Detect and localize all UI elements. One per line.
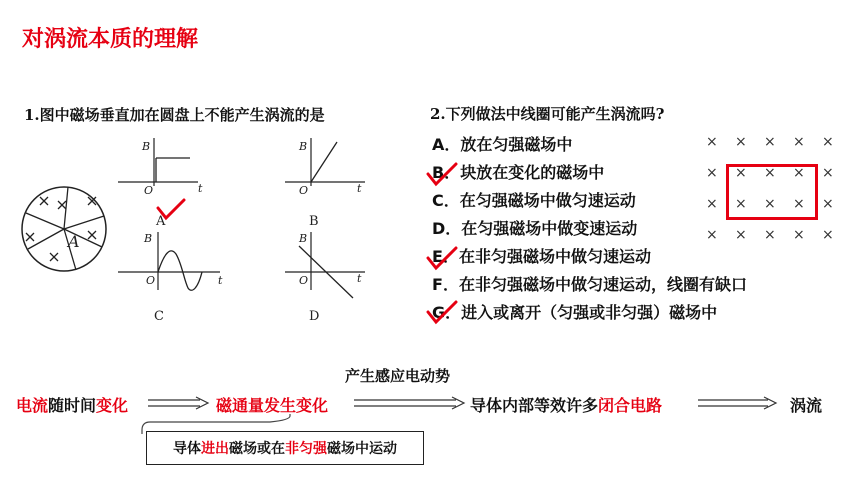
arrow-icon: [354, 396, 466, 410]
graph-a: [118, 138, 208, 230]
svg-text:B: B: [299, 140, 308, 153]
checkmark-icon: [424, 298, 460, 328]
arrow-icon: [698, 396, 778, 410]
disc-label: A: [68, 232, 80, 251]
svg-text:t: t: [198, 182, 203, 195]
option-c: C．在匀强磁场中做匀速运动: [432, 191, 636, 210]
graph-b: [285, 138, 375, 230]
field-cross-icon: ×: [822, 196, 834, 212]
field-cross-icon: ×: [822, 165, 834, 181]
flow-step-current-change: 电流随时间变化: [16, 396, 129, 415]
field-cross-icon: ×: [706, 196, 718, 212]
svg-text:B: B: [299, 232, 308, 245]
field-cross-icon: ×: [735, 134, 747, 150]
field-cross-icon: ×: [793, 196, 805, 212]
coil-rectangle: [726, 164, 818, 220]
disc-figure: [18, 183, 118, 273]
checkmark-icon: [424, 244, 460, 274]
graph-a-caption: A: [156, 214, 166, 229]
condition-note: 导体进出磁场或在非匀强磁场中运动: [146, 431, 424, 465]
option-d: D．在匀强磁场中做变速运动: [432, 219, 638, 238]
arrow-icon: [148, 396, 210, 410]
question-2-text: 2.下列做法中线圈可能产生涡流吗?: [430, 105, 665, 123]
option-b: B．块放在变化的磁场中: [432, 163, 605, 182]
graph-b-caption: B: [309, 214, 319, 229]
option-f: F．在非匀强磁场中做匀速运动，线圈有缺口: [432, 275, 747, 294]
field-cross-icon: ×: [793, 165, 805, 181]
checkmark-icon: [424, 160, 460, 190]
field-cross-icon: ×: [793, 227, 805, 243]
svg-text:t: t: [357, 182, 362, 195]
flow-step-closed-circuit: 导体内部等效许多闭合电路: [470, 396, 663, 415]
graph-d-caption: D: [309, 309, 320, 324]
field-cross-icon: ×: [764, 165, 776, 181]
svg-text:O: O: [144, 184, 154, 197]
graph-d: [285, 232, 375, 324]
field-cross-icon: ×: [764, 196, 776, 212]
option-a: A．放在匀强磁场中: [432, 135, 573, 154]
field-cross-icon: ×: [706, 134, 718, 150]
field-cross-icon: ×: [764, 227, 776, 243]
flow-step-eddy-current: 涡流: [790, 396, 823, 415]
svg-text:O: O: [299, 184, 309, 197]
field-cross-icon: ×: [764, 134, 776, 150]
field-cross-icon: ×: [735, 196, 747, 212]
field-cross-icon: ×: [735, 227, 747, 243]
emf-label: 产生感应电动势: [345, 367, 451, 385]
svg-text:O: O: [146, 274, 156, 287]
graph-c: [118, 232, 228, 324]
option-g: G．进入或离开（匀强或非匀强）磁场中: [432, 303, 718, 322]
field-cross-icon: ×: [735, 165, 747, 181]
svg-text:O: O: [299, 274, 309, 287]
svg-text:B: B: [144, 232, 153, 245]
option-e: E．在非匀强磁场中做匀速运动: [432, 247, 651, 266]
svg-text:t: t: [218, 274, 223, 287]
field-cross-icon: ×: [822, 227, 834, 243]
flow-step-flux-change: 磁通量发生变化: [216, 396, 329, 415]
field-cross-icon: ×: [793, 134, 805, 150]
graph-c-caption: C: [154, 309, 164, 324]
page-title: 对涡流本质的理解: [22, 27, 199, 52]
question-1-text: 1.图中磁场垂直加在圆盘上不能产生涡流的是: [24, 106, 325, 124]
field-cross-icon: ×: [706, 227, 718, 243]
svg-text:B: B: [142, 140, 151, 153]
svg-text:t: t: [357, 272, 362, 285]
field-cross-icon: ×: [822, 134, 834, 150]
field-cross-icon: ×: [706, 165, 718, 181]
